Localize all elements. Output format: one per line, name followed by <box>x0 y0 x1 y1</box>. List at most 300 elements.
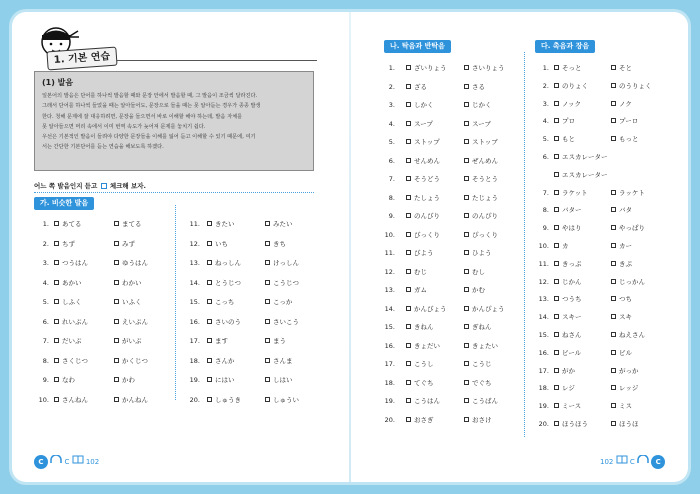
option-b-checkbox[interactable] <box>114 377 119 382</box>
option-a-checkbox[interactable] <box>54 299 59 304</box>
option-a-word: ざる <box>414 82 427 91</box>
item-number: 5. <box>42 298 49 306</box>
option-a-checkbox[interactable] <box>207 299 212 304</box>
item-number: 6. <box>42 317 49 326</box>
option-a-word: がか <box>562 366 575 375</box>
option-a-word: なわ <box>62 376 75 384</box>
option-b-word: かむ <box>472 286 485 294</box>
item-number: 18. <box>538 384 549 393</box>
option-a-checkbox[interactable] <box>554 279 559 284</box>
page-number-left: 102 <box>85 458 100 466</box>
option-b-checkbox[interactable] <box>611 314 616 319</box>
option-a-checkbox[interactable] <box>554 65 559 70</box>
option-b-checkbox[interactable] <box>464 417 469 422</box>
info-line: 그래서 단어를 하나씩 들었을 때는 알아들어도, 문장으로 들을 때는 못 알아듣는 경우가 종종 발생 <box>42 103 261 110</box>
option-b-word: いふく <box>122 298 142 306</box>
option-b-word: さる <box>472 82 485 91</box>
book-spine <box>349 12 351 482</box>
option-b-checkbox[interactable] <box>464 213 469 218</box>
page-number-right: 102 <box>600 458 614 466</box>
option-b-checkbox[interactable] <box>611 243 616 248</box>
option-b-word: ぴっくり <box>472 230 498 239</box>
option-b-checkbox[interactable] <box>611 261 616 266</box>
item-number: 11. <box>538 259 549 268</box>
option-a-checkbox[interactable] <box>554 314 559 319</box>
option-a-word: エスカレーター <box>562 153 608 161</box>
option-b-word: きち <box>273 239 286 248</box>
item-number: 14. <box>384 304 395 313</box>
option-b-checkbox[interactable] <box>464 158 469 163</box>
option-a-word: こうし <box>414 360 434 368</box>
option-a-word: ちず <box>62 239 75 248</box>
option-a-checkbox[interactable] <box>207 397 212 402</box>
info-line: 우선은 기본적인 발음이 들려야 다양한 문장들을 이해를 잃어 듣고 이해할 수 있기 때문에, 여기 <box>42 134 256 141</box>
item-number: 8. <box>42 356 49 365</box>
option-b-checkbox[interactable] <box>114 319 119 324</box>
option-b-word: かくじつ <box>122 356 148 365</box>
item-number: 17. <box>189 337 200 345</box>
option-a-checkbox[interactable] <box>406 361 411 366</box>
option-a-word: ミース <box>562 402 582 411</box>
item-number: 10. <box>384 230 395 239</box>
info-line: 한다. 청해 문제에 잘 대응하려면, 문장을 들으면서 바로 이해할 해야 하는데, 발음 자체를 <box>42 113 243 120</box>
footer-c-letter: C <box>64 458 70 466</box>
item-number: 4. <box>42 278 49 287</box>
option-b-word: まう <box>273 337 286 345</box>
option-a-word: おさぎ <box>414 415 434 424</box>
item-number: 9. <box>42 376 49 384</box>
option-a-word: のんびり <box>414 212 440 220</box>
option-a-checkbox[interactable] <box>406 287 411 292</box>
option-b-checkbox[interactable] <box>114 260 119 265</box>
item-number: 19. <box>189 376 200 384</box>
option-b-word: まてる <box>122 220 142 228</box>
option-b-checkbox[interactable] <box>464 324 469 329</box>
option-b-checkbox[interactable] <box>464 232 469 237</box>
item-number: 3. <box>388 101 395 109</box>
option-a-checkbox[interactable] <box>554 368 559 373</box>
option-a-checkbox[interactable] <box>406 213 411 218</box>
item-number: 8. <box>388 193 395 202</box>
item-number: 3. <box>542 99 549 108</box>
item-number: 13. <box>538 295 549 304</box>
option-a-checkbox[interactable] <box>554 243 559 248</box>
option-b-checkbox[interactable] <box>114 280 119 285</box>
option-b-word: こうじ <box>472 360 492 368</box>
item-number: 6. <box>542 153 549 161</box>
option-b-word: バタ <box>619 206 632 215</box>
option-a-word: いち <box>215 239 228 248</box>
option-a-checkbox[interactable] <box>54 241 59 246</box>
item-number: 15. <box>538 331 549 339</box>
option-b-checkbox[interactable] <box>611 83 616 88</box>
option-b-word: ひよう <box>472 249 492 257</box>
option-a-word: そっと <box>562 64 582 72</box>
option-b-word: きょたい <box>472 341 498 350</box>
option-b-word: かわ <box>122 376 135 384</box>
option-b-checkbox[interactable] <box>611 421 616 426</box>
item-number: 14. <box>538 313 549 322</box>
option-b-word: こっか <box>273 298 293 306</box>
option-a-checkbox[interactable] <box>554 296 559 301</box>
option-a-checkbox[interactable] <box>406 269 411 274</box>
option-a-checkbox[interactable] <box>54 397 59 402</box>
item-number: 12. <box>538 277 549 286</box>
item-number: 15. <box>189 298 200 306</box>
option-a-checkbox[interactable] <box>54 221 59 226</box>
option-a-checkbox[interactable] <box>207 377 212 382</box>
item-number: 7. <box>42 337 49 345</box>
option-b-checkbox[interactable] <box>464 195 469 200</box>
item-number: 11. <box>384 249 395 257</box>
option-a-word: びっくり <box>414 230 440 239</box>
option-a-checkbox[interactable] <box>554 207 559 212</box>
item-number: 2. <box>542 81 549 90</box>
option-a-word: つうはん <box>62 259 88 267</box>
option-b-word: ミス <box>619 402 632 411</box>
option-b-checkbox[interactable] <box>464 269 469 274</box>
item-number: 14. <box>189 278 200 287</box>
option-a-word: そうどう <box>414 175 440 183</box>
option-b-checkbox[interactable] <box>265 319 270 324</box>
item-number: 7. <box>388 175 395 183</box>
option-a-word: ガム <box>414 286 427 294</box>
option-a-checkbox[interactable] <box>207 358 212 363</box>
option-a-checkbox[interactable] <box>554 332 559 337</box>
option-b-word: そと <box>619 64 632 72</box>
item-number: 1. <box>42 220 49 228</box>
option-a-checkbox[interactable] <box>406 65 411 70</box>
option-a-word: ねっしん <box>215 259 241 267</box>
option-a-word: カ <box>562 242 569 250</box>
option-b-checkbox[interactable] <box>611 190 616 195</box>
item-number: 7. <box>542 188 549 197</box>
option-a-checkbox[interactable] <box>406 250 411 255</box>
item-number: 18. <box>384 378 395 387</box>
option-b-word: ビル <box>619 348 632 357</box>
item-number: 9. <box>388 212 395 220</box>
option-b-checkbox[interactable] <box>265 260 270 265</box>
option-a-word: さんねん <box>62 395 88 404</box>
option-a-checkbox[interactable] <box>554 261 559 266</box>
option-b-checkbox[interactable] <box>611 101 616 106</box>
option-b-checkbox[interactable] <box>265 397 270 402</box>
option-a-checkbox[interactable] <box>207 221 212 226</box>
item-number: 20. <box>538 420 549 428</box>
headphone-icon <box>637 455 649 464</box>
footer-c-badge: C <box>34 455 48 469</box>
item-number: 18. <box>189 356 200 365</box>
option-b-word: けっしん <box>273 259 299 267</box>
option-a-word: たしょう <box>414 193 440 202</box>
option-a-word: きっぷ <box>562 259 582 268</box>
option-a-checkbox[interactable] <box>554 154 559 159</box>
option-a-checkbox[interactable] <box>54 260 59 265</box>
instruction-text-a: 어느 쪽 발음인지 듣고 <box>34 182 98 190</box>
option-a-checkbox[interactable] <box>406 324 411 329</box>
option-b-word: たじょう <box>472 193 498 202</box>
item-number: 15. <box>384 323 395 331</box>
option-a-word: しゅうき <box>215 395 241 404</box>
option-b-word: やっぱり <box>619 224 645 233</box>
info-line: 일본어의 발음은 단어를 하나씩 발음할 때와 문장 안에서 발음할 때, 그 발음이 조금씩 달라진다. <box>42 93 258 99</box>
option-b-checkbox[interactable] <box>611 368 616 373</box>
option-b-checkbox[interactable] <box>611 350 616 355</box>
option-a-checkbox[interactable] <box>554 172 559 177</box>
option-a-word: きょだい <box>414 341 440 350</box>
section-label-ga: 가. 비슷한 발음 <box>34 197 94 210</box>
option-b-word: でぐち <box>472 378 492 387</box>
option-a-word: だいぶ <box>62 337 82 345</box>
section-label-na: 나. 탁음과 반탁음 <box>384 40 451 53</box>
option-b-checkbox[interactable] <box>265 299 270 304</box>
option-b-word: ストッブ <box>472 138 498 146</box>
footer-c-letter: C <box>629 458 635 466</box>
footer-right <box>600 455 665 469</box>
option-b-checkbox[interactable] <box>265 358 270 363</box>
item-number: 19. <box>384 397 395 405</box>
footer-c-badge: C <box>651 455 665 469</box>
option-a-checkbox[interactable] <box>554 136 559 141</box>
option-a-checkbox[interactable] <box>207 338 212 343</box>
option-a-checkbox[interactable] <box>406 398 411 403</box>
option-b-checkbox[interactable] <box>265 221 270 226</box>
option-b-checkbox[interactable] <box>265 377 270 382</box>
option-a-checkbox[interactable] <box>406 121 411 126</box>
option-b-checkbox[interactable] <box>611 65 616 70</box>
item-number: 10. <box>538 242 549 250</box>
divider <box>34 192 314 193</box>
option-b-checkbox[interactable] <box>265 241 270 246</box>
option-b-checkbox[interactable] <box>464 361 469 366</box>
item-number: 4. <box>388 119 395 128</box>
option-a-checkbox[interactable] <box>554 350 559 355</box>
option-a-checkbox[interactable] <box>406 176 411 181</box>
option-b-word: がいぶ <box>122 337 142 345</box>
option-b-word: ほうほ <box>619 420 639 428</box>
footer-left <box>34 455 99 469</box>
option-b-word: ノク <box>619 99 632 108</box>
option-b-checkbox[interactable] <box>114 299 119 304</box>
option-a-checkbox[interactable] <box>554 101 559 106</box>
info-title: (1) 발음 <box>42 78 74 87</box>
item-number: 17. <box>538 366 549 375</box>
item-number: 5. <box>542 135 549 144</box>
option-a-word: こうはん <box>414 397 440 405</box>
column-divider <box>524 52 525 437</box>
option-b-checkbox[interactable] <box>611 332 616 337</box>
option-b-checkbox[interactable] <box>611 403 616 408</box>
option-a-word: ねさん <box>562 331 582 339</box>
option-b-word: ねえさん <box>619 331 645 339</box>
option-b-word: スーブ <box>472 119 491 128</box>
option-b-checkbox[interactable] <box>611 118 616 123</box>
option-b-checkbox[interactable] <box>114 358 119 363</box>
item-number: 1. <box>388 64 395 72</box>
option-b-word: わかい <box>122 278 142 287</box>
option-a-checkbox[interactable] <box>554 421 559 426</box>
option-b-checkbox[interactable] <box>611 207 616 212</box>
instruction-text-b: 체크해 보자. <box>109 182 146 190</box>
option-b-checkbox[interactable] <box>611 296 616 301</box>
item-number: 16. <box>538 348 549 357</box>
option-b-word: がっか <box>619 366 639 375</box>
option-a-checkbox[interactable] <box>406 158 411 163</box>
option-a-checkbox[interactable] <box>554 403 559 408</box>
option-b-checkbox[interactable] <box>464 306 469 311</box>
option-b-word: きぷ <box>619 259 632 268</box>
option-a-word: きねん <box>414 323 434 331</box>
book-icon <box>616 455 628 464</box>
option-a-checkbox[interactable] <box>406 139 411 144</box>
item-number: 1. <box>542 64 549 72</box>
option-a-word: てぐち <box>414 378 434 387</box>
page-heading: 1. 기본 연습 <box>46 47 117 71</box>
option-b-checkbox[interactable] <box>464 139 469 144</box>
option-b-word: さいりょう <box>472 64 505 72</box>
option-a-checkbox[interactable] <box>406 380 411 385</box>
option-a-checkbox[interactable] <box>554 118 559 123</box>
option-a-word: ます <box>215 337 228 345</box>
book-icon <box>72 455 84 464</box>
option-a-word: れいぶん <box>62 317 88 326</box>
option-b-word: ラッケト <box>619 188 645 197</box>
option-a-checkbox[interactable] <box>207 319 212 324</box>
option-b-checkbox[interactable] <box>464 287 469 292</box>
option-a-checkbox[interactable] <box>54 280 59 285</box>
option-a-word: とうじつ <box>215 278 241 287</box>
option-b-word: みたい <box>273 220 293 228</box>
option-a-checkbox[interactable] <box>406 306 411 311</box>
option-a-checkbox[interactable] <box>54 338 59 343</box>
option-b-word: かんねん <box>122 395 148 404</box>
option-a-checkbox[interactable] <box>54 358 59 363</box>
option-a-checkbox[interactable] <box>554 83 559 88</box>
option-a-checkbox[interactable] <box>54 319 59 324</box>
option-b-word: えいぶん <box>122 317 148 326</box>
item-number: 17. <box>384 360 395 368</box>
option-a-checkbox[interactable] <box>406 343 411 348</box>
option-a-checkbox[interactable] <box>554 225 559 230</box>
option-b-checkbox[interactable] <box>464 121 469 126</box>
option-a-checkbox[interactable] <box>54 377 59 382</box>
item-number: 9. <box>542 224 549 233</box>
option-a-word: バター <box>562 206 582 215</box>
option-a-checkbox[interactable] <box>207 280 212 285</box>
option-b-checkbox[interactable] <box>265 280 270 285</box>
item-number: 4. <box>542 117 549 126</box>
option-b-word: むし <box>472 267 485 276</box>
option-b-checkbox[interactable] <box>464 65 469 70</box>
option-b-checkbox[interactable] <box>464 102 469 107</box>
instruction <box>34 181 146 190</box>
option-a-word: さんか <box>215 356 235 365</box>
item-number: 12. <box>189 239 200 248</box>
option-a-checkbox[interactable] <box>406 84 411 89</box>
option-a-checkbox[interactable] <box>554 190 559 195</box>
option-b-checkbox[interactable] <box>611 279 616 284</box>
option-b-word: レッジ <box>619 384 639 393</box>
option-a-checkbox[interactable] <box>554 385 559 390</box>
option-a-word: ストップ <box>414 138 440 146</box>
option-b-checkbox[interactable] <box>464 343 469 348</box>
item-number: 12. <box>384 267 395 276</box>
option-b-checkbox[interactable] <box>114 241 119 246</box>
option-b-checkbox[interactable] <box>611 136 616 141</box>
option-a-word: のりょく <box>562 81 588 90</box>
item-number: 20. <box>384 415 395 424</box>
item-number: 2. <box>388 82 395 91</box>
option-b-word: のんぴり <box>472 212 498 220</box>
option-a-word: プロ <box>562 117 575 126</box>
option-b-checkbox[interactable] <box>114 221 119 226</box>
checkbox-hint-icon <box>101 183 107 189</box>
option-b-word: じかく <box>472 101 492 109</box>
option-a-word: ほうほう <box>562 420 588 428</box>
option-a-checkbox[interactable] <box>406 195 411 200</box>
item-number: 10. <box>38 395 49 404</box>
option-a-word: しふく <box>62 298 82 306</box>
option-a-checkbox[interactable] <box>406 417 411 422</box>
option-b-word: ぜんめん <box>472 156 498 165</box>
option-b-checkbox[interactable] <box>464 250 469 255</box>
section-label-da: 다. 촉음과 장음 <box>535 40 595 53</box>
option-a-word: やはり <box>562 224 582 233</box>
option-a-word: あかい <box>62 278 82 287</box>
option-b-word: ゆうはん <box>122 259 148 267</box>
item-number: 11. <box>189 220 200 228</box>
item-number: 6. <box>388 156 395 165</box>
option-b-word: じっかん <box>619 277 645 286</box>
option-b-checkbox[interactable] <box>464 380 469 385</box>
option-a-word: スキー <box>562 313 582 322</box>
option-a-word: さくじつ <box>62 356 88 365</box>
option-b-checkbox[interactable] <box>611 225 616 230</box>
option-a-word: びよう <box>414 249 434 257</box>
item-number: 13. <box>189 259 200 267</box>
option-a-word: ビール <box>562 348 582 357</box>
option-b-checkbox[interactable] <box>114 338 119 343</box>
option-a-word: スープ <box>414 119 433 128</box>
option-a-word: じかん <box>562 277 582 286</box>
option-b-word: こうばん <box>472 397 498 405</box>
option-a-checkbox[interactable] <box>406 102 411 107</box>
option-a-checkbox[interactable] <box>207 260 212 265</box>
option-b-word: さいこう <box>273 317 299 326</box>
item-number: 8. <box>542 206 549 215</box>
option-b-checkbox[interactable] <box>114 397 119 402</box>
option-b-checkbox[interactable] <box>464 176 469 181</box>
option-b-word: さんま <box>273 356 293 365</box>
option-a-word: レジ <box>562 384 575 393</box>
option-a-word: ラケット <box>562 188 588 197</box>
option-a-word: こっち <box>215 298 235 306</box>
option-a-checkbox[interactable] <box>207 241 212 246</box>
option-b-checkbox[interactable] <box>464 398 469 403</box>
option-a-word: にはい <box>215 376 235 384</box>
option-b-checkbox[interactable] <box>611 385 616 390</box>
option-a-word: エスカレーター <box>562 170 608 179</box>
option-b-word: かんぴょう <box>472 304 505 313</box>
option-a-word: あてる <box>62 220 82 228</box>
heading-underline <box>117 60 317 61</box>
option-a-checkbox[interactable] <box>406 232 411 237</box>
info-box <box>34 71 314 171</box>
item-number: 16. <box>189 317 200 326</box>
option-b-word: スキ <box>619 313 632 322</box>
option-b-checkbox[interactable] <box>265 338 270 343</box>
option-b-checkbox[interactable] <box>464 84 469 89</box>
